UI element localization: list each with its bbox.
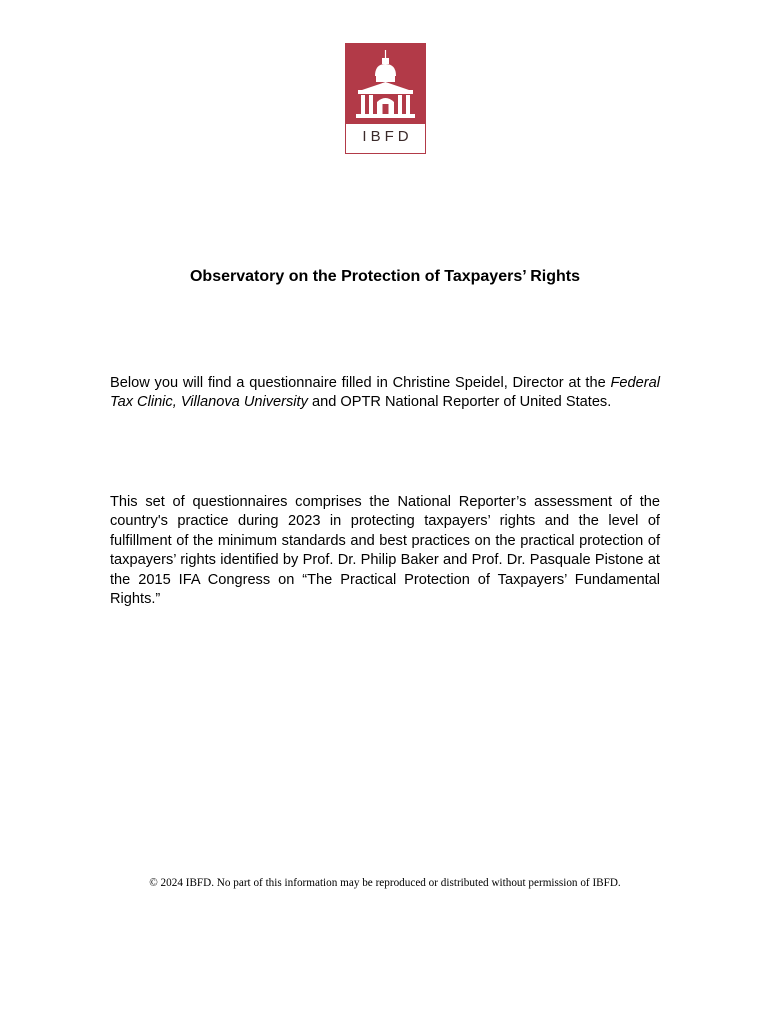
- logo-emblem: [346, 44, 425, 124]
- description-paragraph: This set of questionnaires comprises the National Reporter’s assessment of the country's practice during 2023 in protecting taxpayers’ rights and the level of fulfillment of the minimum standards and best practices on the practical protection of taxpayers’ rights identified by Prof. Dr. Philip Baker and Prof. Dr. Pasquale Pistone at the 2015 IFA Congress on “The Practical Protection of Taxpayers’ Fundamental Rights.”: [110, 494, 660, 608]
- intro-paragraph: [110, 374, 660, 413]
- ibfd-logo: [345, 43, 426, 154]
- logo-text: IBFD: [362, 128, 413, 145]
- intro-institution: Federal Tax Clinic, Villanova University: [110, 375, 660, 411]
- copyright-footer: © 2024 IBFD. No part of this information may be reproduced or distributed without permission of IBFD.: [149, 877, 621, 889]
- intro-text-end: and OPTR National Reporter of United States.: [307, 394, 612, 411]
- page-title: Observatory on the Protection of Taxpayers’ Rights: [189, 268, 580, 285]
- building-dome-icon: [346, 44, 425, 124]
- intro-text-start: Below you will find a questionnaire filled in Christine Speidel, Director at the: [110, 375, 611, 391]
